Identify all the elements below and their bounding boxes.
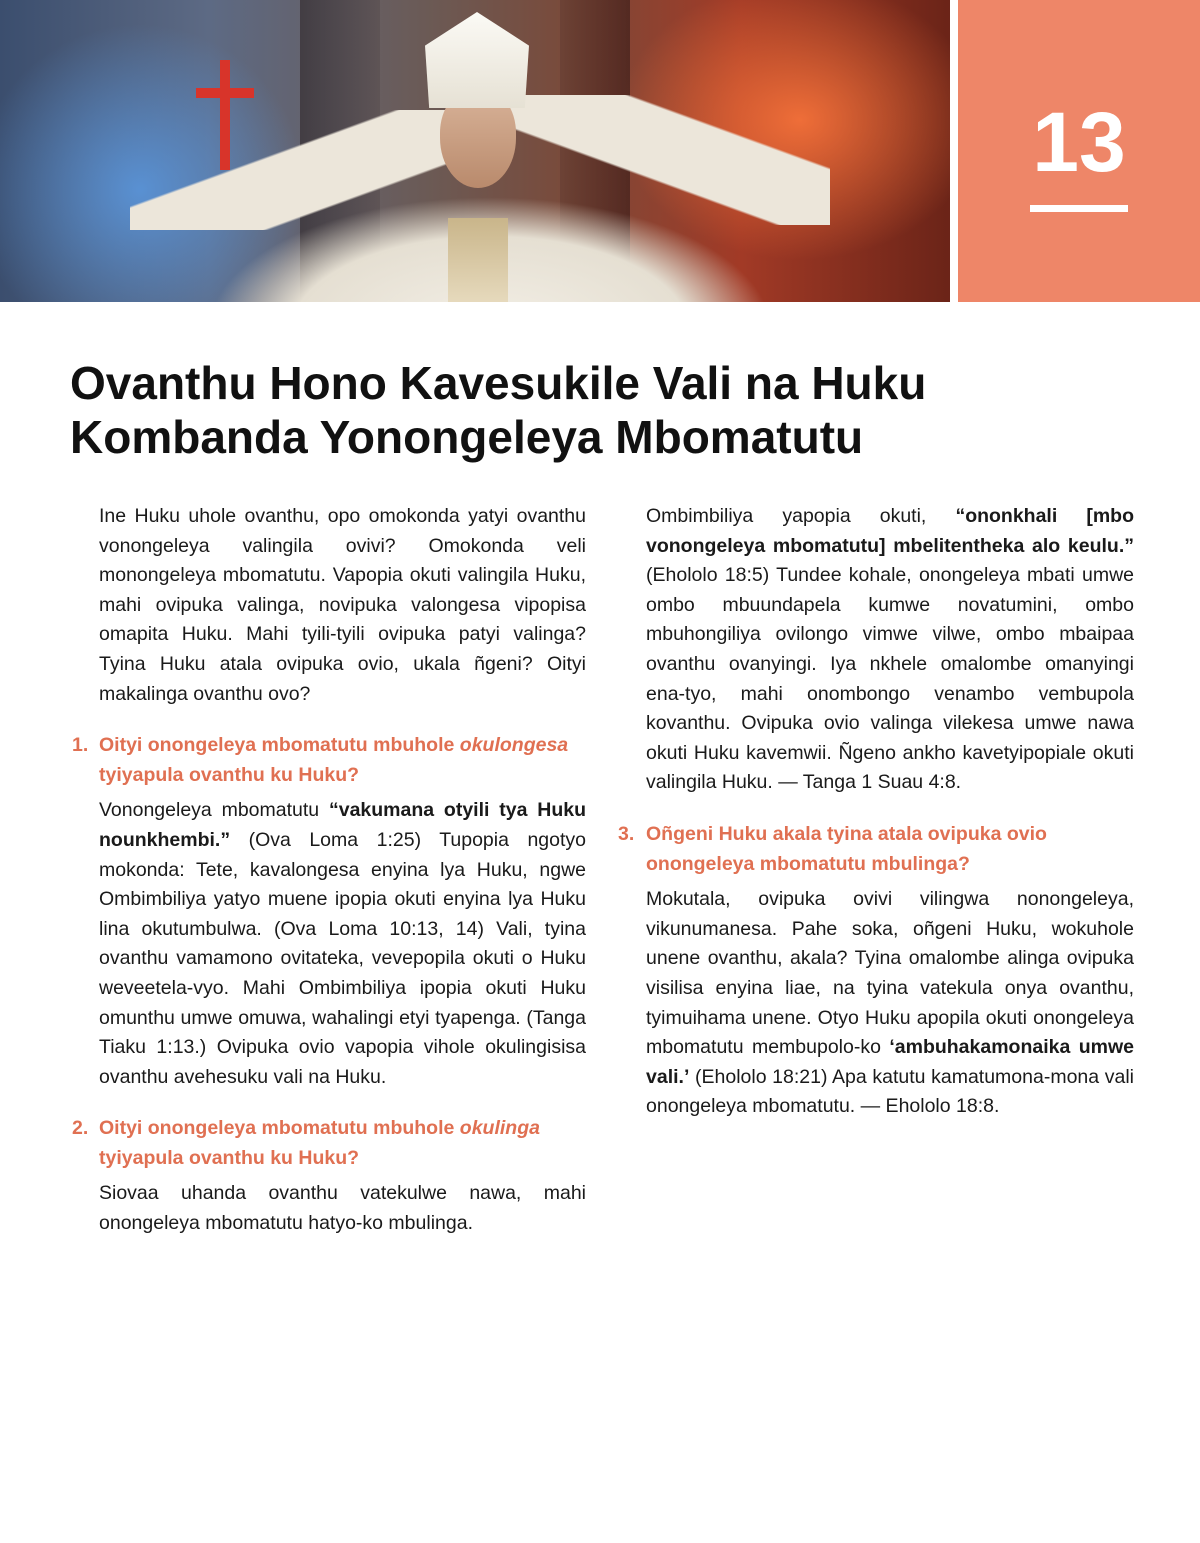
question-number: 1. xyxy=(72,734,89,757)
answer-3: Mokutala, ovipuka ovivi vilingwa nonongeleya, vikunumanesa. Pahe soka, oñgeni Huku, wokuhole unene ovanthu, akala? Tyina omalombe alinga ovipuka visilisa enyina liae, na tyina vatekula onya ovanthu, tyimuihama unene. Otyo Huku apopila okuti onongeleya mbomatutu membupolo-ko ‘ambuhakamonaika umwe vali.’ (Ehololo 18:21) Apa katutu kamatumona-mona vali onongeleya mbomatutu. — Ehololo 18:8. xyxy=(646,888,1134,1118)
question-number: 2. xyxy=(72,1117,89,1140)
question-1: 1. Oityi onongeleya mbomatutu mbuhole okulongesa tyiyapula ovanthu ku Huku? xyxy=(70,731,586,790)
mitre xyxy=(425,12,529,108)
left-column xyxy=(70,502,586,1239)
question-2: 2. Oityi onongeleya mbomatutu mbuhole okulinga tyiyapula ovanthu ku Huku? xyxy=(70,1114,586,1173)
chapter-tab xyxy=(958,0,1200,302)
page-title: Ovanthu Hono Kavesukile Vali na Huku Kombanda Yonongeleya Mbomatutu xyxy=(70,357,927,463)
chapter-number: 13 xyxy=(1032,95,1126,189)
answer-2-start: Siovaa uhanda ovanthu vatekulwe nawa, mahi onongeleya mbomatutu hatyo-ko mbulinga. xyxy=(99,1182,586,1235)
right-column xyxy=(616,502,1134,1122)
intro-paragraph: Ine Huku uhole ovanthu, opo omokonda yatyi ovanthu vonongeleya valingila ovivi? Omokonda veli monongeleya mbomatutu. Vapopia okuti valingila Huku, mahi ovipuka valinga, novipuka valongesa vipopisa omapita Huku. Mahi tyili-tyili ovipuka patyi valinga? Tyina Huku atala ovipuka ovio, ukala ñgeni? Oityi makalinga ovanthu ovo? xyxy=(99,505,586,705)
scripture-quote: “vakumana otyili tya Huku nounkhembi.” xyxy=(99,799,587,851)
header-photo xyxy=(0,0,950,302)
scripture-quote: “ononkhali [mbo vonongeleya mbomatutu] mbelitentheka alo keulu.” xyxy=(646,505,1135,557)
question-3: 3. Oñgeni Huku akala tyina atala ovipuka ovio onongeleya mbomatutu mbulinga? xyxy=(616,820,1134,879)
chapter-underline xyxy=(1030,205,1128,212)
answer-1: Vonongeleya mbomatutu “vakumana otyili tya Huku nounkhembi.” (Ova Loma 1:25) Tupopia ngotyo mokonda: Tete, kavalongesa enyina lya Huku, ngwe Ombimbiliya yatyo muene ipopia okuti enyina lya Huku lina okutumbulwa. (Ova Loma 10:13, 14) Vali, tyina ovanthu vamamono ovitateka, vevepopila okuti o Huku weveetela-vyo. Mahi Ombimbiliya ipopia okuti Huku omunthu umwe omuwa, wahalingi etyi tyapenga. (Tanga Tiaku 1:13.) Ovipuka ovio vapopia vihole okulingisisa ovanthu avehesuku vali na Huku. xyxy=(99,799,587,1088)
scripture-quote: ‘ambuhakamonaika umwe vali.’ xyxy=(646,1036,1134,1088)
answer-2-continued: Ombimbiliya yapopia okuti, “ononkhali [mbo vonongeleya mbomatutu] mbelitentheka alo keulu.” (Ehololo 18:5) Tundee kohale, onongeleya mbati umwe ombo mbuundapela kumwe novatumini, ombo mbuhongiliya ovilongo vimwe vilwe, ombo mbaipaa ovanthu ovanyingi. Iya nkhele omalombe omanyingi ena-tyo, mahi onombongo venambo vembupola kovanthu. Ovipuka ovio valinga vilekesa umwe nawa okuti Huku kavemwii. Ñgeno ankho kavetyipopiale okuti valingila Huku. — Tanga 1 Suau 4:8. xyxy=(646,505,1135,794)
question-number: 3. xyxy=(618,822,635,845)
